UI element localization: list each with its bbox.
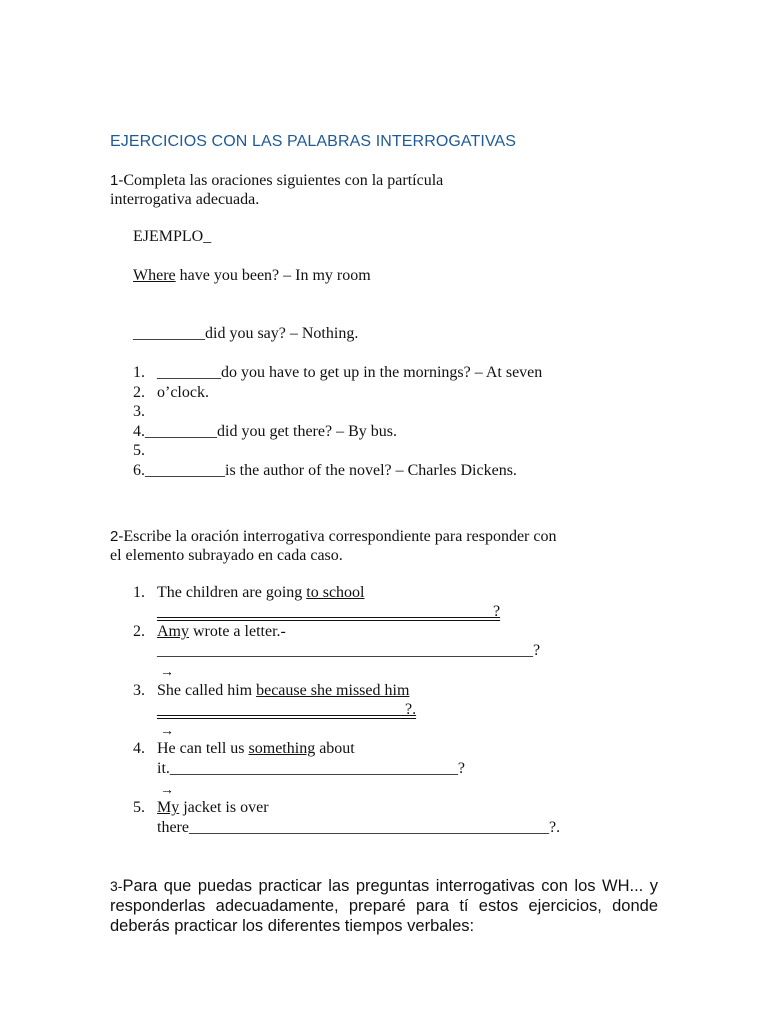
section2-instruction-line2: el elemento subrayado en cada caso. <box>110 547 343 564</box>
list-item: 1. ________do you have to get up in the mornings? – At seven <box>133 364 543 381</box>
arrow-icon: → <box>160 724 174 739</box>
list-item: 5. My jacket is over <box>133 799 269 816</box>
answer-line: _______________________________?. <box>157 701 417 718</box>
example-label: EJEMPLO_ <box>133 228 212 245</box>
section3-text: Para que puedas practicar las preguntas interrogativas con los WH... y responderlas adecuadamente, preparé para tí estos ejercicios, donde deberás practicar los diferentes tiempos verbales: <box>110 877 658 935</box>
list-item: 2. o’clock. <box>133 384 209 401</box>
answer-line: it.____________________________________? <box>157 760 465 777</box>
arrow-icon: → <box>160 665 174 680</box>
list-item: 4. He can tell us something about <box>133 740 355 757</box>
underlined-element: Amy <box>157 623 189 640</box>
page-title: EJERCICIOS CON LAS PALABRAS INTERROGATIVAS <box>110 133 517 150</box>
list-item: 2. Amy wrote a letter.- <box>133 623 286 640</box>
underlined-element: My <box>157 799 180 816</box>
section2-prefix: 2- <box>110 528 124 545</box>
list-item: 6.__________is the author of the novel? – Charles Dickens. <box>133 462 517 479</box>
arrow-icon: → <box>160 783 174 798</box>
section2-instruction-line1 <box>110 527 556 547</box>
example-sentence <box>133 266 371 286</box>
list-item: 3. <box>133 403 145 420</box>
answer-line: there_____________________________________________?. <box>157 819 561 836</box>
example-underlined-word: Where <box>133 267 176 284</box>
underlined-element: something <box>248 740 316 757</box>
section1-instruction-line2: interrogativa adecuada. <box>110 191 260 208</box>
list-item: 1. The children are going to school <box>133 584 365 601</box>
section2-line1: Escribe la oración interrogativa correspondiente para responder con <box>123 528 557 545</box>
underlined-element: because she missed him <box>256 682 410 699</box>
section1-instruction-line1 <box>110 171 443 191</box>
answer-line: __________________________________________? <box>157 603 501 620</box>
underlined-element: to school <box>306 584 365 601</box>
answer-line: _______________________________________________? <box>157 642 541 659</box>
section3-prefix: 3- <box>110 878 123 894</box>
example-rest: have you been? – In my room <box>175 267 371 284</box>
list-item: 4._________did you get there? – By bus. <box>133 423 397 440</box>
section3-paragraph <box>110 876 658 936</box>
section1-prefix: 1- <box>110 172 124 189</box>
section1-line1: Completa las oraciones siguientes con la partícula <box>123 172 444 189</box>
list-item: 3. She called him because she missed him <box>133 682 410 699</box>
list-item: 5. <box>133 442 145 459</box>
example2-sentence: _________did you say? – Nothing. <box>133 325 359 342</box>
